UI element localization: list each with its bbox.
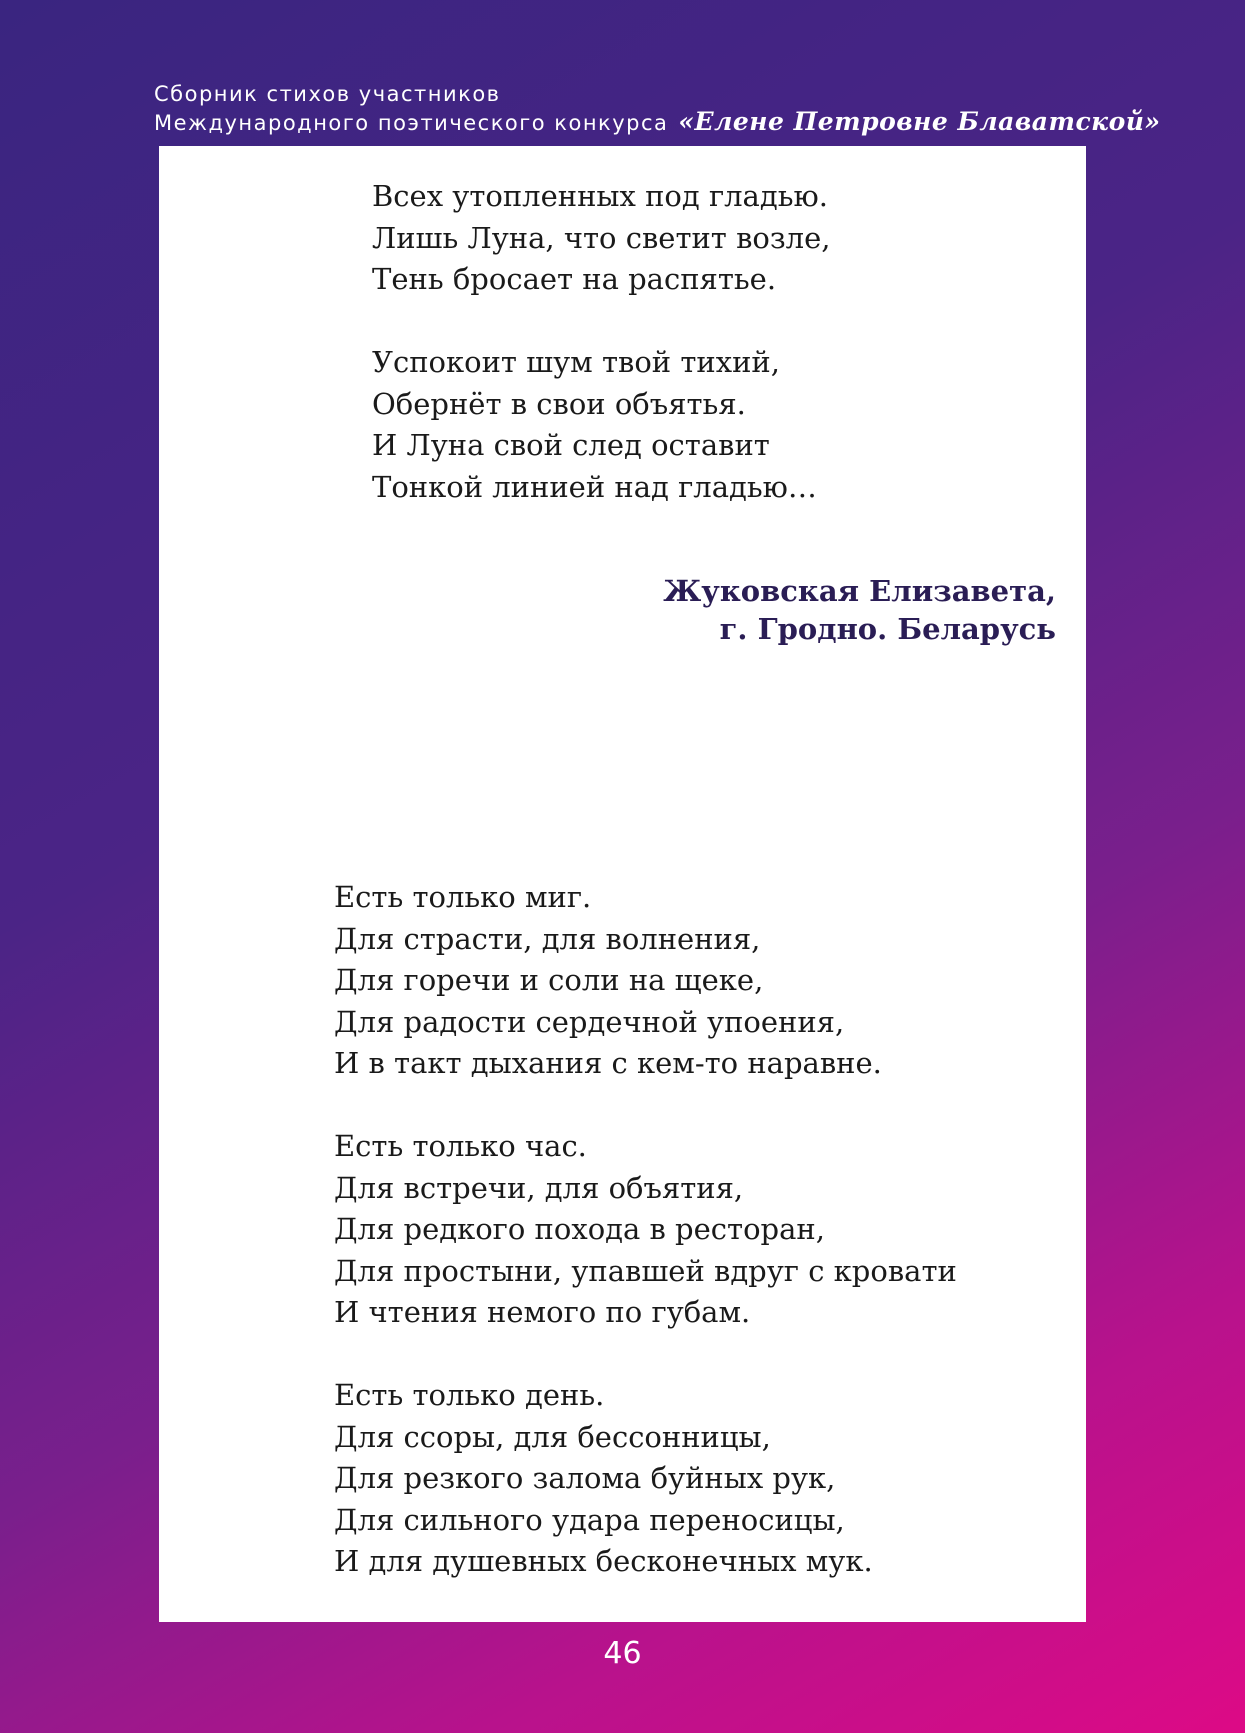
verse-line: Для страсти, для волнения, — [334, 921, 761, 956]
contest-name: «Елене Петровне Блаватской» — [678, 107, 1161, 136]
collection-subtitle — [154, 107, 1161, 137]
verse-line: Лишь Луна, что светит возле, — [372, 220, 831, 255]
verse-line: Тонкой линией над гладью… — [372, 469, 817, 504]
verse-line: Есть только день. — [334, 1378, 605, 1412]
verse-line: Для сильного удара переносицы, — [334, 1502, 845, 1537]
collection-title: Сборник стихов участников — [154, 82, 501, 106]
verse-line: И для душевных бесконечных мук. — [334, 1544, 873, 1578]
verse-line: Всех утопленных под гладью. — [372, 179, 828, 213]
verse-line: И в такт дыхания с кем-то наравне. — [334, 1046, 882, 1080]
verse-line: Для радости сердечной упоения, — [334, 1004, 845, 1039]
verse-line: Есть только миг. — [334, 880, 592, 914]
page-sheet — [159, 146, 1086, 1622]
stanza — [334, 1126, 957, 1334]
page-number: 46 — [603, 1636, 642, 1671]
collection-subtitle-text: Международного поэтического конкурса — [154, 111, 669, 135]
verse-line: Тень бросает на распятье. — [372, 262, 777, 296]
stanza — [372, 342, 830, 508]
poem — [334, 877, 957, 1583]
page-header — [154, 80, 1161, 137]
author-location: г. Гродно. Беларусь — [719, 612, 1056, 646]
verse-line: Для горечи и соли на щеке, — [334, 963, 764, 997]
stanza — [334, 1375, 957, 1583]
verse-line: Успокоит шум твой тихий, — [372, 345, 780, 379]
stanza — [372, 176, 830, 301]
author-name: Жуковская Елизавета, — [663, 574, 1056, 608]
verse-line: Для ссоры, для бессонницы, — [334, 1419, 771, 1454]
verse-line: Есть только час. — [334, 1129, 587, 1163]
poem-continuation — [372, 176, 830, 508]
verse-line: Для редкого похода в ресторан, — [334, 1212, 825, 1246]
verse-line: Обернёт в свои объятья. — [372, 386, 746, 421]
verse-line: И чтения немого по губам. — [334, 1295, 751, 1329]
verse-line: И Луна свой след оставит — [372, 428, 770, 462]
verse-line: Для встречи, для объятия, — [334, 1170, 744, 1205]
verse-line: Для простыни, упавшей вдруг с кровати — [334, 1253, 957, 1288]
author-attribution — [663, 572, 1056, 648]
verse-line: Для резкого залома буйных рук, — [334, 1461, 836, 1495]
stanza — [334, 877, 957, 1085]
